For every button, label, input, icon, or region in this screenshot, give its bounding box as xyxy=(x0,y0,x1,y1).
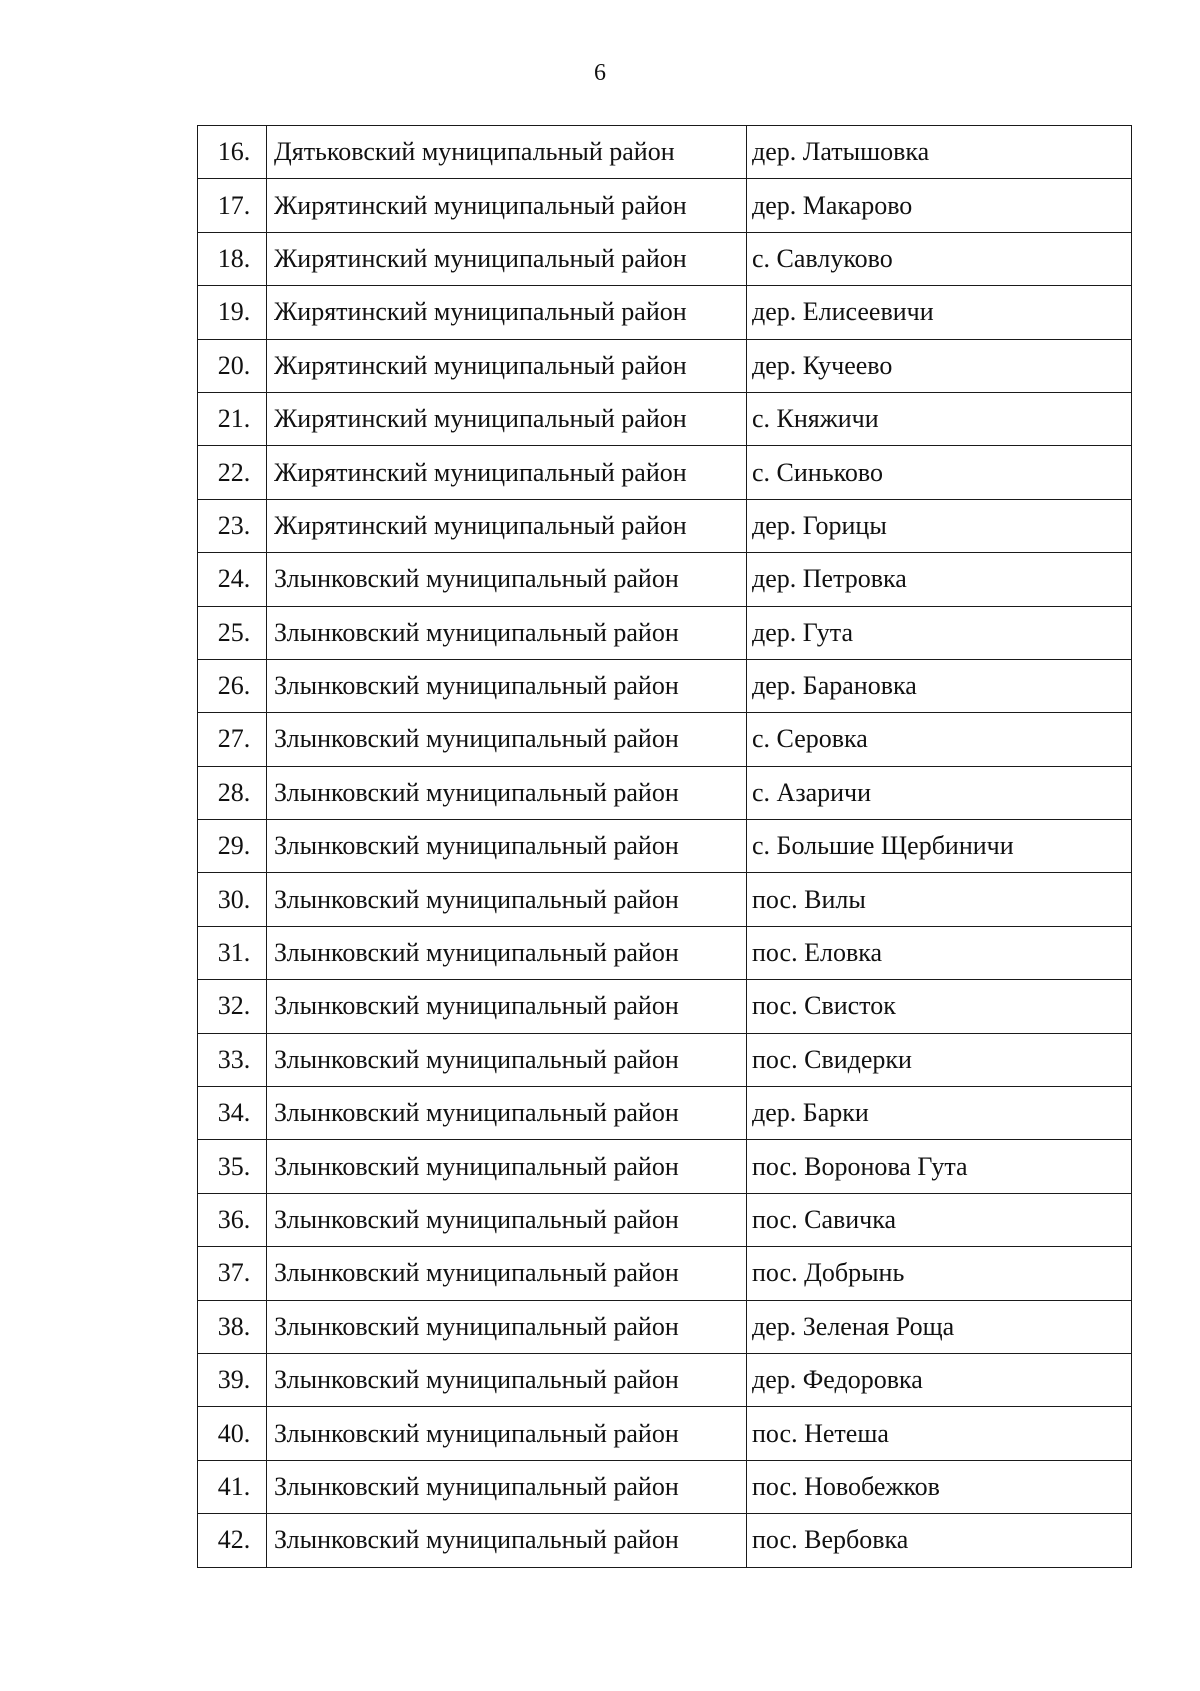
table-row xyxy=(198,1033,1132,1086)
table-row xyxy=(198,1247,1132,1300)
row-number-cell: 29. xyxy=(198,820,267,873)
table-row xyxy=(198,659,1132,712)
row-number-cell: 26. xyxy=(198,659,267,712)
locality-cell: пос. Новобежков xyxy=(747,1460,1132,1513)
district-cell: Злынковский муниципальный район xyxy=(267,1087,747,1140)
locality-cell: с. Серовка xyxy=(747,713,1132,766)
locality-cell: пос. Воронова Гута xyxy=(747,1140,1132,1193)
row-number-cell: 37. xyxy=(198,1247,267,1300)
table-body xyxy=(198,126,1132,1568)
district-cell: Жирятинский муниципальный район xyxy=(267,446,747,499)
table-row xyxy=(198,1353,1132,1406)
table-row xyxy=(198,179,1132,232)
locality-cell: дер. Горицы xyxy=(747,499,1132,552)
district-cell: Злынковский муниципальный район xyxy=(267,659,747,712)
locality-cell: пос. Еловка xyxy=(747,926,1132,979)
district-cell: Злынковский муниципальный район xyxy=(267,606,747,659)
locality-cell: дер. Латышовка xyxy=(747,126,1132,179)
district-cell: Злынковский муниципальный район xyxy=(267,553,747,606)
table-row xyxy=(198,1140,1132,1193)
district-cell: Жирятинский муниципальный район xyxy=(267,179,747,232)
locality-cell: дер. Федоровка xyxy=(747,1353,1132,1406)
locality-cell: пос. Свисток xyxy=(747,980,1132,1033)
row-number-cell: 27. xyxy=(198,713,267,766)
row-number-cell: 38. xyxy=(198,1300,267,1353)
district-cell: Злынковский муниципальный район xyxy=(267,1193,747,1246)
table-row xyxy=(198,606,1132,659)
table-row xyxy=(198,392,1132,445)
row-number-cell: 32. xyxy=(198,980,267,1033)
locality-cell: пос. Вербовка xyxy=(747,1514,1132,1567)
row-number-cell: 22. xyxy=(198,446,267,499)
row-number-cell: 24. xyxy=(198,553,267,606)
locality-cell: с. Княжичи xyxy=(747,392,1132,445)
locality-cell: дер. Макарово xyxy=(747,179,1132,232)
locality-cell: пос. Свидерки xyxy=(747,1033,1132,1086)
row-number-cell: 35. xyxy=(198,1140,267,1193)
district-cell: Злынковский муниципальный район xyxy=(267,1247,747,1300)
locality-cell: дер. Кучеево xyxy=(747,339,1132,392)
row-number-cell: 19. xyxy=(198,286,267,339)
district-cell: Злынковский муниципальный район xyxy=(267,1140,747,1193)
row-number-cell: 25. xyxy=(198,606,267,659)
locality-cell: дер. Елисеевичи xyxy=(747,286,1132,339)
locality-cell: пос. Нетеша xyxy=(747,1407,1132,1460)
locality-cell: дер. Петровка xyxy=(747,553,1132,606)
district-cell: Злынковский муниципальный район xyxy=(267,820,747,873)
locality-cell: пос. Савичка xyxy=(747,1193,1132,1246)
row-number-cell: 18. xyxy=(198,232,267,285)
district-cell: Дятьковский муниципальный район xyxy=(267,126,747,179)
row-number-cell: 33. xyxy=(198,1033,267,1086)
table-row xyxy=(198,1460,1132,1513)
district-cell: Жирятинский муниципальный район xyxy=(267,339,747,392)
table-row xyxy=(198,766,1132,819)
table-row xyxy=(198,339,1132,392)
locality-cell: с. Азаричи xyxy=(747,766,1132,819)
table-row xyxy=(198,1407,1132,1460)
locality-cell: дер. Барановка xyxy=(747,659,1132,712)
locality-cell: с. Синьково xyxy=(747,446,1132,499)
locality-cell: дер. Барки xyxy=(747,1087,1132,1140)
district-cell: Злынковский муниципальный район xyxy=(267,1407,747,1460)
row-number-cell: 30. xyxy=(198,873,267,926)
row-number-cell: 16. xyxy=(198,126,267,179)
row-number-cell: 41. xyxy=(198,1460,267,1513)
table-row xyxy=(198,446,1132,499)
table-row xyxy=(198,126,1132,179)
district-cell: Злынковский муниципальный район xyxy=(267,873,747,926)
district-cell: Злынковский муниципальный район xyxy=(267,980,747,1033)
table-row xyxy=(198,1514,1132,1567)
table-row xyxy=(198,1087,1132,1140)
row-number-cell: 40. xyxy=(198,1407,267,1460)
table-row xyxy=(198,1300,1132,1353)
row-number-cell: 20. xyxy=(198,339,267,392)
row-number-cell: 39. xyxy=(198,1353,267,1406)
district-cell: Злынковский муниципальный район xyxy=(267,1514,747,1567)
table-row xyxy=(198,553,1132,606)
district-cell: Злынковский муниципальный район xyxy=(267,926,747,979)
table-row xyxy=(198,980,1132,1033)
district-cell: Злынковский муниципальный район xyxy=(267,1033,747,1086)
row-number-cell: 28. xyxy=(198,766,267,819)
district-cell: Злынковский муниципальный район xyxy=(267,1460,747,1513)
row-number-cell: 36. xyxy=(198,1193,267,1246)
district-cell: Жирятинский муниципальный район xyxy=(267,232,747,285)
district-cell: Жирятинский муниципальный район xyxy=(267,286,747,339)
settlements-table xyxy=(197,125,1132,1568)
row-number-cell: 34. xyxy=(198,1087,267,1140)
locality-cell: с. Савлуково xyxy=(747,232,1132,285)
locality-cell: дер. Гута xyxy=(747,606,1132,659)
table-row xyxy=(198,1193,1132,1246)
table-row xyxy=(198,926,1132,979)
district-cell: Жирятинский муниципальный район xyxy=(267,499,747,552)
row-number-cell: 21. xyxy=(198,392,267,445)
district-cell: Злынковский муниципальный район xyxy=(267,1300,747,1353)
table-row xyxy=(198,713,1132,766)
locality-cell: с. Большие Щербиничи xyxy=(747,820,1132,873)
page-number: 6 xyxy=(594,60,606,86)
table-row xyxy=(198,286,1132,339)
locality-cell: пос. Добрынь xyxy=(747,1247,1132,1300)
district-cell: Злынковский муниципальный район xyxy=(267,766,747,819)
row-number-cell: 31. xyxy=(198,926,267,979)
district-cell: Жирятинский муниципальный район xyxy=(267,392,747,445)
row-number-cell: 42. xyxy=(198,1514,267,1567)
row-number-cell: 23. xyxy=(198,499,267,552)
table-row xyxy=(198,499,1132,552)
table-row xyxy=(198,232,1132,285)
locality-cell: пос. Вилы xyxy=(747,873,1132,926)
district-cell: Злынковский муниципальный район xyxy=(267,1353,747,1406)
table-row xyxy=(198,873,1132,926)
district-cell: Злынковский муниципальный район xyxy=(267,713,747,766)
locality-cell: дер. Зеленая Роща xyxy=(747,1300,1132,1353)
table-row xyxy=(198,820,1132,873)
row-number-cell: 17. xyxy=(198,179,267,232)
